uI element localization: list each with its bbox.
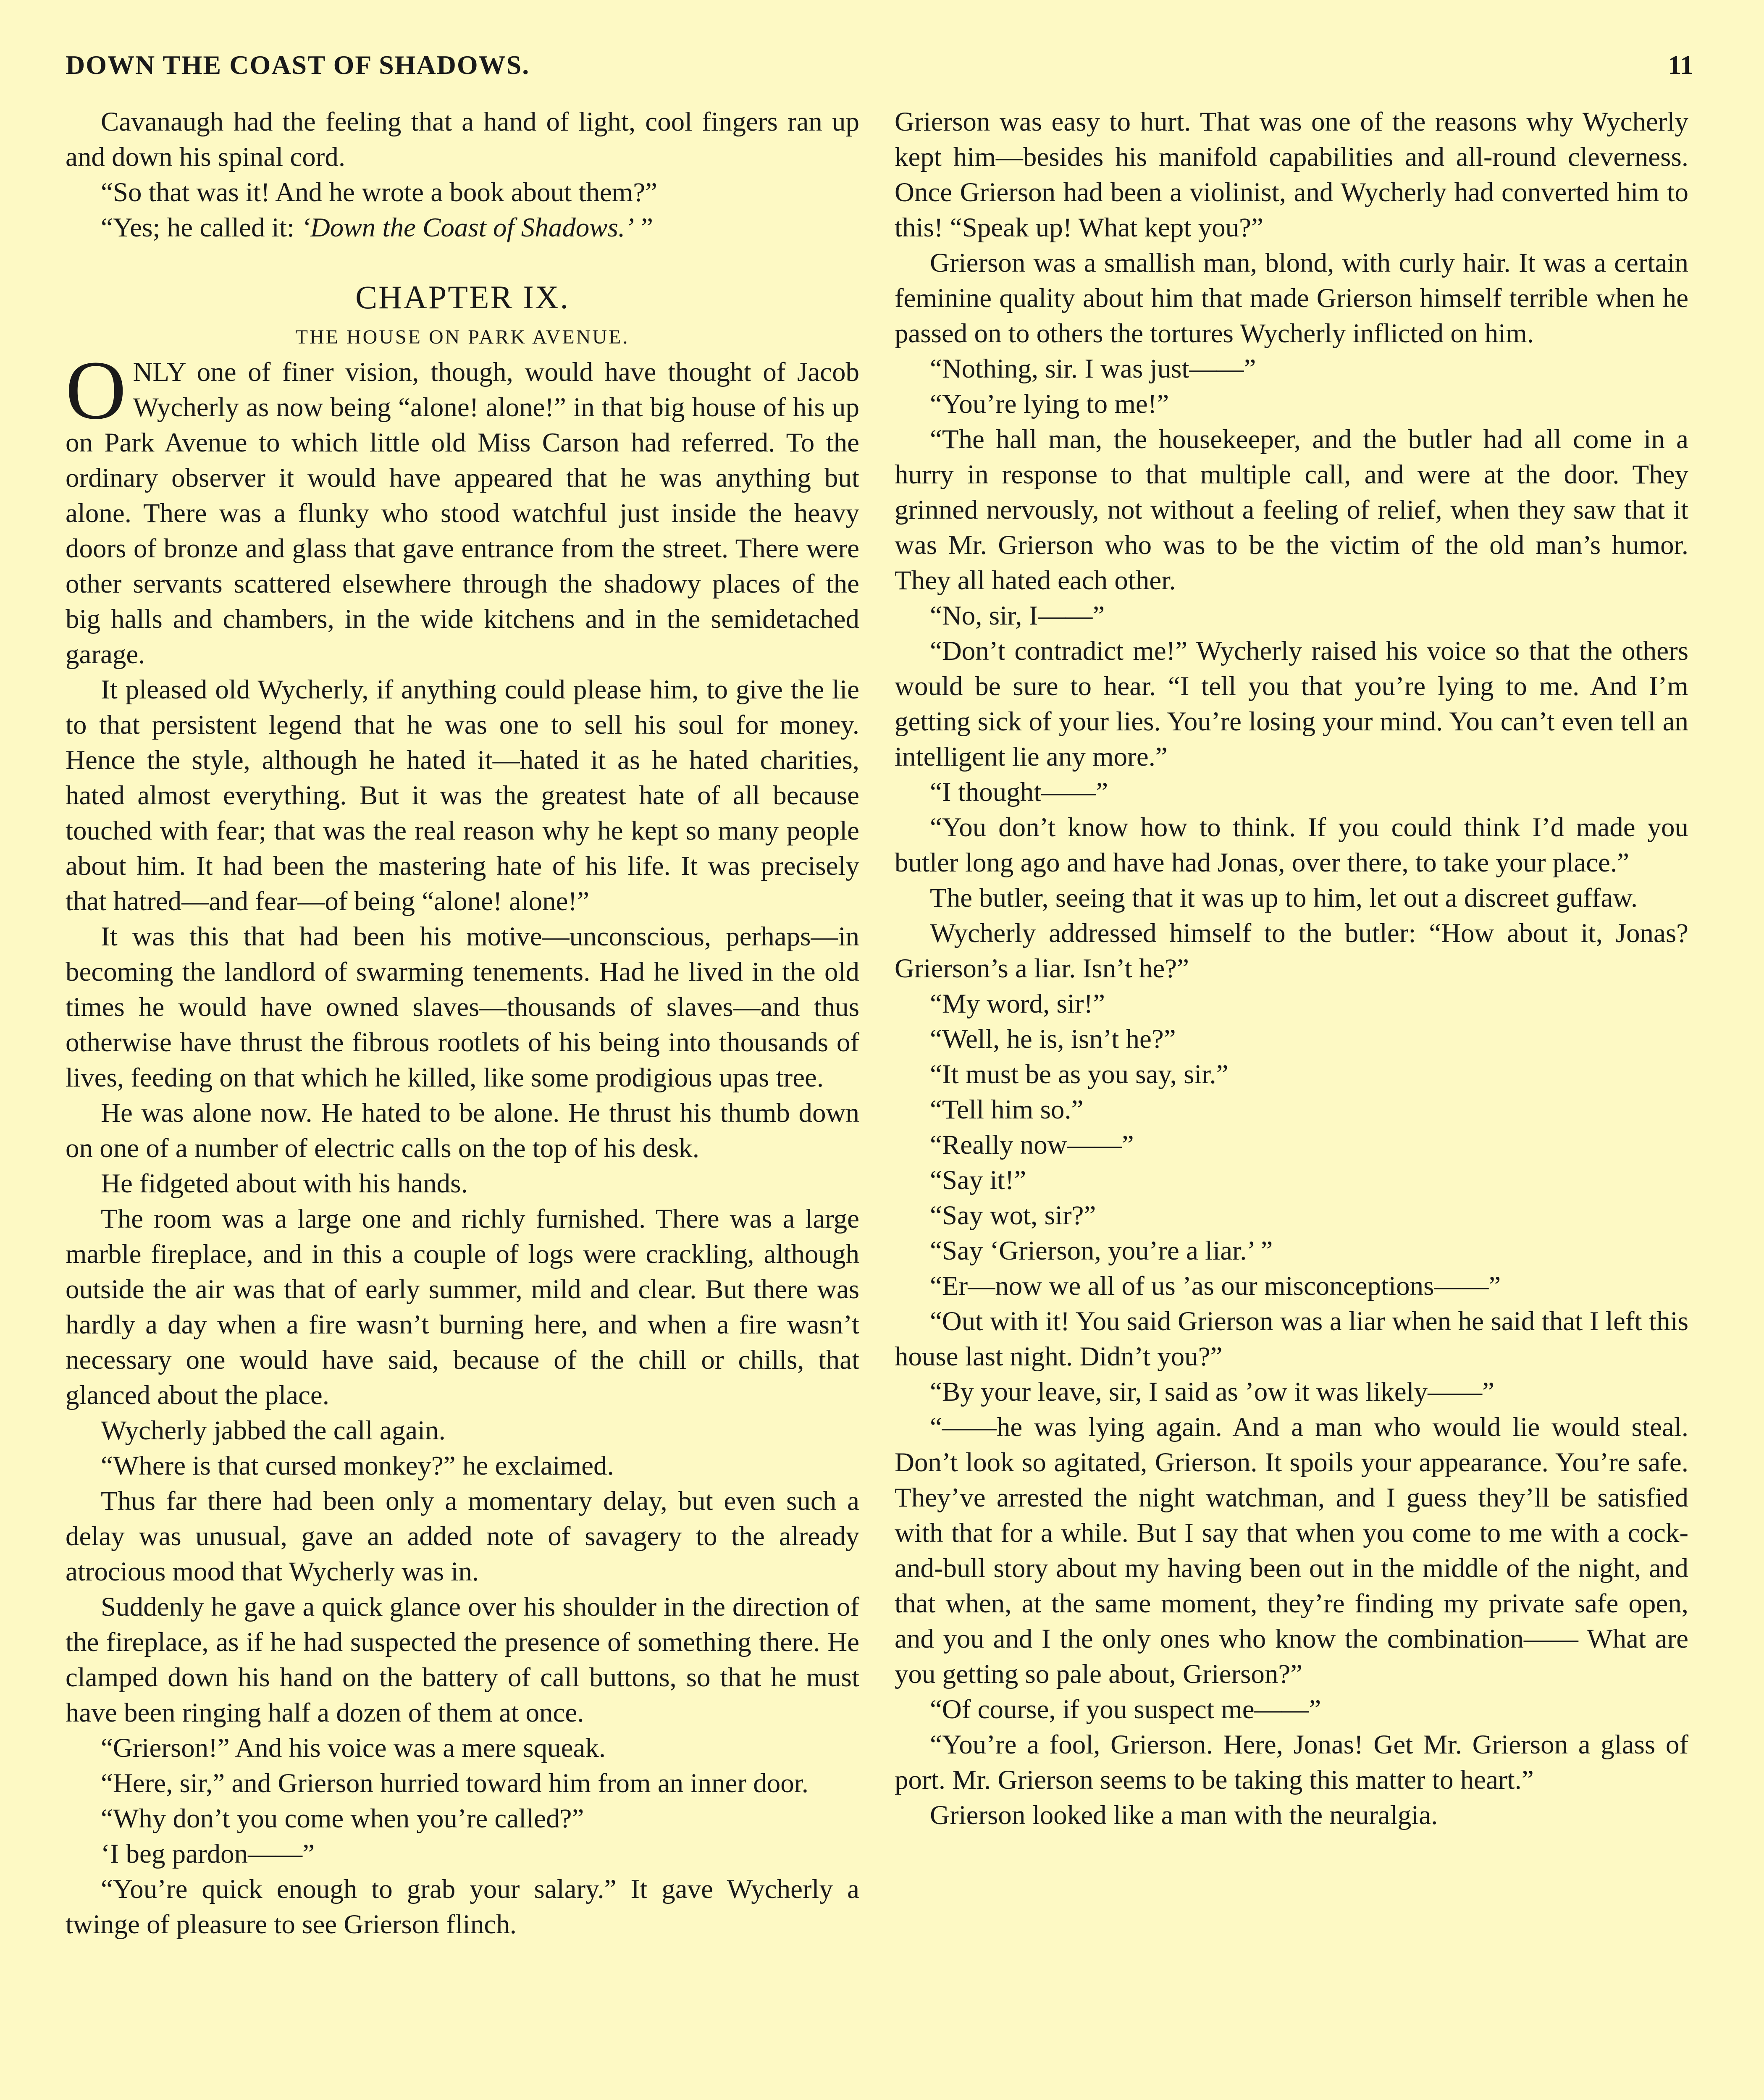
paragraph: It was this that had been his motive—unconscious, perhaps—in becoming the landlord of swarming tenements. Had he lived in the old times he would have owned slaves—thousands of slaves—and thus otherwise have thrust the fibrous rootlets of his being into thousands of lives, feeding on that which he killed, like some prodigious upas tree.: [66, 921, 859, 1093]
paragraph: “Say ‘Grierson, you’re a liar.’ ”: [930, 1236, 1273, 1266]
page-number: 11: [1668, 50, 1693, 80]
paragraph: “Nothing, sir. I was just——”: [930, 354, 1256, 384]
page-header: [66, 50, 1693, 83]
paragraph: “You’re quick enough to grab your salary.” It gave Wycherly a twinge of pleasure to see Grierson flinch.: [66, 1874, 859, 1940]
paragraph: “So that was it! And he wrote a book about them?”: [101, 177, 657, 207]
paragraph: Grierson looked like a man with the neuralgia.: [930, 1800, 1438, 1830]
paragraph: ‘I beg pardon——”: [101, 1839, 315, 1869]
paragraph: “Here, sir,” and Grierson hurried toward him from an inner door.: [101, 1768, 809, 1798]
book-title-line: [66, 210, 859, 245]
paragraph: Wycherly jabbed the call again.: [101, 1415, 446, 1446]
paragraph: Cavanaugh had the feeling that a hand of light, cool fingers ran up and down his spinal cord.: [66, 107, 859, 172]
paragraph: Grierson was easy to hurt. That was one of the reasons why Wycherly kept him—besides his manifold capabilities and all-round cleverness. Once Grierson had been a violinist, and Wycherly had converted him to this! “Speak up! What kept you?”: [895, 107, 1688, 243]
paragraph: Suddenly he gave a quick glance over his shoulder in the direction of the fireplace, as if he had suspected the presence of something there. He clamped down his hand on the battery of call buttons, so that he must have been ringing half a dozen of them at once.: [66, 1592, 859, 1728]
paragraph: “Don’t contradict me!” Wycherly raised his voice so that the others would be sure to hear. “I tell you that you’re lying to me. And I’m getting sick of your lies. You’re losing your mind. You can’t even tell an intelligent lie any more.”: [895, 636, 1688, 772]
right-column: [895, 104, 1688, 1833]
opening-paragraph-text: NLY one of finer vision, though, would have thought of Jacob Wycherly as now being “alone! alone!” in that big house of his up on Park Avenue to which little old Miss Carson had referred. To the ordinary observer it would have appeared that he was anything but alone. There was a flunky who stood watchful just inside the heavy doors of bronze and glass that gave entrance from the street. There were other servants scattered elsewhere through the shadowy places of the big halls and chambers, in the wide kitchens and in the semidetached garage.: [66, 357, 859, 669]
paragraph: “It must be as you say, sir.”: [930, 1059, 1228, 1089]
paragraph: “Tell him so.”: [930, 1095, 1084, 1125]
paragraph: “You’re lying to me!”: [930, 389, 1169, 419]
paragraph: He fidgeted about with his hands.: [101, 1168, 468, 1199]
paragraph: “Grierson!” And his voice was a mere squeak.: [101, 1733, 606, 1763]
paragraph: “I thought——”: [930, 777, 1108, 807]
chapter-subtitle: THE HOUSE ON PARK AVENUE.: [295, 326, 630, 348]
paragraph: “The hall man, the housekeeper, and the butler had all come in a hurry in response to that multiple call, and were at the door. They grinned nervously, not without a feeling of relief, when they saw that it was Mr. Grierson who was to be the victim of the old man’s humor. They all hated each other.: [895, 424, 1688, 596]
paragraph: “Where is that cursed monkey?” he exclaimed.: [101, 1451, 614, 1481]
drop-cap: O: [66, 344, 126, 437]
paragraph: It pleased old Wycherly, if anything could please him, to give the lie to that persistent legend that he was one to sell his soul for money. Hence the style, although he hated it—hated it as he hated charities, hated almost everything. But it was the greatest hate of all because touched with fear; that was the real reason why he kept so many people about him. It had been the mastering hate of his life. It was precisely that hatred—and fear—of being “alone! alone!”: [66, 675, 859, 916]
paragraph: “My word, sir!”: [930, 989, 1105, 1019]
chapter-title: CHAPTER IX.: [355, 279, 570, 315]
paragraph: “Why don’t you come when you’re called?”: [101, 1803, 584, 1834]
book-line-suffix: ”: [634, 213, 653, 243]
paragraph: The butler, seeing that it was up to him, let out a discreet guffaw.: [930, 883, 1638, 913]
paragraph: “No, sir, I——”: [930, 601, 1105, 631]
paragraph: He was alone now. He hated to be alone. He thrust his thumb down on one of a number of electric calls on the top of his desk.: [66, 1098, 859, 1163]
book-line-prefix: “Yes; he called it:: [101, 213, 302, 243]
paragraph: “Say it!”: [930, 1165, 1026, 1195]
paragraph: “Er—now we all of us ’as our misconceptions——”: [930, 1271, 1501, 1301]
paragraph: The room was a large one and richly furnished. There was a large marble fireplace, and in this a couple of logs were crackling, although outside the air was that of early summer, mild and clear. But there was hardly a day when a fire wasn’t burning here, and when a fire wasn’t necessary one would have said, because of the chill or chills, that glanced about the place.: [66, 1204, 859, 1410]
opening-paragraph: [66, 344, 859, 672]
paragraph: “You don’t know how to think. If you could think I’d made you butler long ago and have had Jonas, over there, to take your place.”: [895, 812, 1688, 878]
paragraph: “Really now——”: [930, 1130, 1134, 1160]
book-title: ‘Down the Coast of Shadows.’: [301, 213, 634, 243]
paragraph: “You’re a fool, Grierson. Here, Jonas! Get Mr. Grierson a glass of port. Mr. Grierson seems to be taking this matter to heart.”: [895, 1730, 1688, 1795]
paragraph: Wycherly addressed himself to the butler: “How about it, Jonas? Grierson’s a liar. Isn’t he?”: [895, 918, 1688, 984]
paragraph: “By your leave, sir, I said as ’ow it was likely——”: [930, 1377, 1495, 1407]
paragraph: Thus far there had been only a momentary delay, but even such a delay was unusual, gave an added note of savagery to the already atrocious mood that Wycherly was in.: [66, 1486, 859, 1587]
paragraph: “——he was lying again. And a man who would lie would steal. Don’t look so agitated, Grierson. It spoils your appearance. You’re safe. They’ve arrested the night watchman, and I guess they’ll be satisfied with that for a while. But I say that when you come to me with a cock-and-bull story about my having been out in the middle of the night, and that when, at the same moment, they’re finding my private safe open, and you and I the only ones who know the combination—— What are you getting so pale about, Grierson?”: [895, 1412, 1688, 1689]
paragraph: “Out with it! You said Grierson was a liar when he said that I left this house last night. Didn’t you?”: [895, 1306, 1688, 1372]
paragraph: “Of course, if you suspect me——”: [930, 1694, 1321, 1725]
paragraph: Grierson was a smallish man, blond, with curly hair. It was a certain feminine quality about him that made Grierson himself terrible when he passed on to others the tortures Wycherly inflicted on him.: [895, 248, 1688, 349]
paragraph: “Well, he is, isn’t he?”: [930, 1024, 1176, 1054]
paragraph: “Say wot, sir?”: [930, 1200, 1096, 1231]
left-column: [66, 104, 859, 1942]
running-head: DOWN THE COAST OF SHADOWS.: [66, 50, 530, 80]
